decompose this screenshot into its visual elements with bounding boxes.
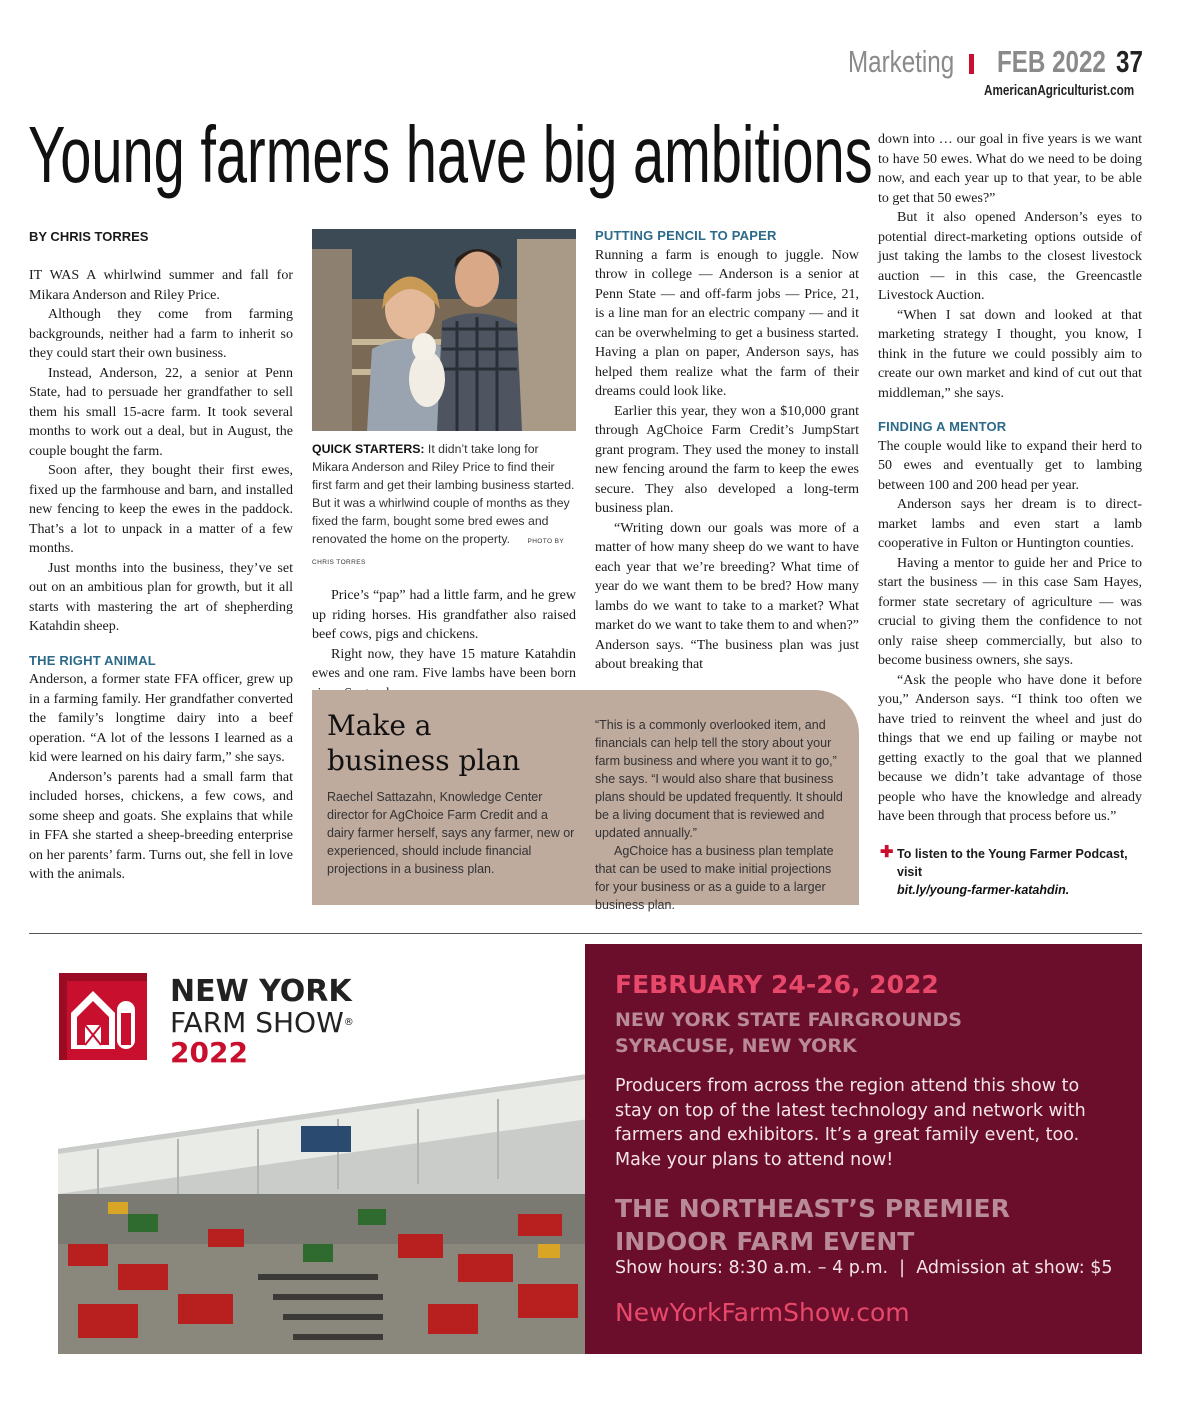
column-2 [312,229,576,703]
subhead-pencil-paper: PUTTING PENCIL TO PAPER [595,228,777,243]
podcast-text: To listen to the Young Farmer Podcast, visit [897,846,1128,879]
caption-text: It didn’t take long for Mikara Anderson and Riley Price to find their first farm and get their lambing business started. But it was a whirlwind couple of months as they fixed the farm, bought some bred ewes and renovated the home on the property. [312,442,575,546]
subhead-finding-mentor: FINDING A MENTOR [878,419,1007,434]
sidebar-col-right [595,716,847,914]
business-plan-sidebar [312,690,859,912]
photo-illustration [312,229,576,431]
event-venue-line1: NEW YORK STATE FAIRGROUNDS [615,1009,962,1031]
sidebar-paragraph: AgChoice has a business plan template that can be used to make initial projections for your business or as a guide to a larger business plan. [595,844,834,912]
paragraph: The couple would like to expand their herd to 50 ewes and eventually get to lambing between 100 and 200 head per year. [878,438,1142,493]
logo-line1: NEW YORK [170,974,352,1009]
paragraph: But it also opened Anderson’s eyes to potential direct-marketing options outside of just taking the lambs to the closest livestock auction — in this case, the Greencastle Livestock Auction. [878,210,1142,303]
sidebar-paragraph: Raechel Sattazahn, Knowledge Center director for AgChoice Farm Credit and a dairy farmer herself, says any farmer, new or experienced, should include financial projections in a business plan. [327,790,575,876]
event-hours: Show hours: 8:30 a.m. – 4 p.m. | Admission at show: $5 [615,1258,1113,1278]
section-label: Marketing [848,44,955,79]
paragraph: IT WAS A whirlwind summer and fall for Mikara Anderson and Riley Price. [29,268,293,303]
site-url: AmericanAgriculturist.com [984,82,1135,99]
column-4 [878,130,1142,899]
sidebar-title-line2: business plan [327,744,521,777]
photo-caption [312,440,576,572]
paragraph: Instead, Anderson, 22, a senior at Penn State, had to persuade her grandfather to sell them his small 15-acre farm. It took several months to work out a deal, but in August, the couple bought the farm. [29,365,293,459]
podcast-note [878,845,1142,899]
column-1 [29,228,293,885]
ad-info-panel [585,944,1142,1354]
farm-show-ad [58,944,1142,1354]
event-tagline-line1: THE NORTHEAST’S PREMIER [615,1194,1010,1223]
sidebar-title-line1: Make a [327,709,432,742]
byline: BY CHRIS TORRES [29,229,149,244]
event-dates: FEBRUARY 24-26, 2022 [615,970,939,999]
paragraph: Anderson’s parents had a small farm that included horses, chickens, a few cows, and some sheep and goats. She explains that while in FFA she started a sheep-breeding enterprise on her parents’ farm. Turns out, she fell in love with the animals. [29,769,293,882]
logo-line2: FARM SHOW [170,1006,344,1039]
ad-divider [29,933,1142,934]
logo-reg: ® [343,1017,354,1028]
page-number: 37 [1116,44,1143,79]
caption-lead: QUICK STARTERS: [312,442,425,456]
event-website-link[interactable]: NewYorkFarmShow.com [615,1298,910,1327]
paragraph: Just months into the business, they’ve set out on an ambitious plan for growth, but it all starts with mastering the art of shepherding Katahdin sheep. [29,560,293,634]
paragraph: “Ask the people who have done it before you,” Anderson says. “I think too often we have tried to reinvent the wheel and just do things that we end up failing or maybe not getting exactly to the goal that we planned because we didn’t take advantage of those people who have the knowledge and already have been through that process before us.” [878,672,1142,824]
sidebar-title [327,708,520,778]
couple-photo [312,229,576,431]
logo-text [170,976,354,1068]
logo-line2-wrap [170,1008,354,1038]
subhead-right-animal: THE RIGHT ANIMAL [29,652,156,668]
headline: Young farmers have big ambitions [28,110,873,199]
podcast-link[interactable]: bit.ly/young-farmer-katahdin. [897,882,1070,897]
photo-credit: PHOTO BY CHRIS TORRES [312,538,565,566]
section-divider [969,54,974,74]
paragraph: Running a farm is enough to juggle. Now throw in college — Anderson is a senior at Penn State — and off-farm jobs — Price, 21, is a line man for an electric company — and it can be overwhelming to get a business started. Having a plan on paper, Anderson says, has helped them realize what the farm of their dreams could look like. [595,247,859,399]
paragraph: Soon after, they bought their first ewes, fixed up the farmhouse and barn, and installed new fencing to keep the ewes in the paddock. That’s a lot to unpack in a matter of a few months. [29,463,293,556]
paragraph: “When I sat down and looked at that marketing strategy I thought, you know, I think in the future we could possibly aim to create our own market and kind of cut out that middleman,” she says. [878,307,1142,401]
column-3 [595,226,859,675]
paragraph: Anderson says her dream is to direct-market lambs and even start a lamb cooperative in Fulton or Huntington counties. [878,497,1142,551]
sidebar-col-left [327,788,577,878]
event-tagline-line2: INDOOR FARM EVENT [615,1227,915,1256]
paragraph: Having a mentor to guide her and Price to start the business — in this case Sam Hayes, former state secretary of agriculture — was crucial to giving them the confidence to not only raise sheep commercially, but also to become business owners, she says. [878,555,1142,668]
plus-icon: ✚ [880,843,894,861]
paragraph: Price’s “pap” had a little farm, and he grew up riding horses. His grandfather also raised beef cows, pigs and chickens. [312,588,576,642]
paragraph: Earlier this year, they won a $10,000 grant through AgChoice Farm Credit’s JumpStart grant program. They used the money to install new fencing around the farm to keep the ewes secure. They also developed a long-term business plan. [595,403,859,516]
logo-mark [59,973,147,1060]
issue-date: FEB 2022 [997,44,1106,79]
paragraph: Although they come from farming backgrounds, neither had a farm to inherit so they could start their own business. [29,307,293,361]
paragraph: Right now, they have 15 mature Katahdin ewes and one ram. Five lambs have been born [312,646,576,681]
page-header [846,44,1146,84]
event-venue-line2: SYRACUSE, NEW YORK [615,1035,857,1057]
paragraph: down into … our goal in five years is we want to have 50 ewes. What do we need to be doing now, and each year up to that year, to be able to get that 50 ewes?” [878,132,1142,206]
event-blurb: Producers from across the region attend this show to stay on top of the latest technology and network with farmers and exhibitors. It’s a great family event, too. Make your plans to attend now! [615,1076,1086,1170]
barn-icon [59,973,147,1060]
sidebar-paragraph: “This is a commonly overlooked item, and financials can help tell the story about your farm business and where you want it to go,” she says. “I would also share that business plans should be updated frequently. It should be a living document that is reviewed and updated annually.” [595,718,843,840]
paragraph: Anderson, a former state FFA officer, grew up in a farming family. Her grandfather converted the family’s longtime dairy into a beef operation. “A lot of the lessons I learned as a kid were learned on his dairy farm,” she says. [29,672,293,765]
logo-year: 2022 [170,1036,248,1069]
paragraph: “Writing down our goals was more of a matter of how many sheep do we want to have each year that we’re breeding? What time of year do we want them to be bred? How many lambs do we want to take to a market? What market do we want to take them to and when?” Anderson says. “The business plan was just about breaking that [595,520,859,672]
